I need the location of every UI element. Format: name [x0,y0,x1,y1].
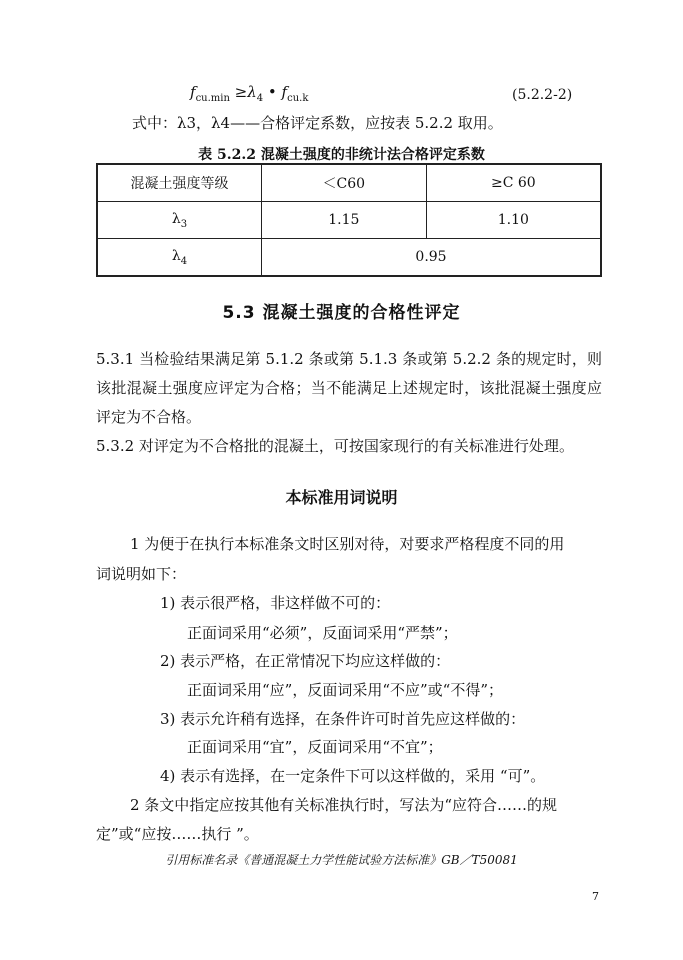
sub-item-2: 2) 表示严格，在正常情况下均应这样做的： [160,652,451,670]
item-1-line-1: 1 为便于在执行本标准条文时区别对待，对要求严格程度不同的用 [130,535,565,553]
formula-lambda4-subscript: 4 [256,93,264,104]
item-2-line-1: 2 条文中指定应按其他有关标准执行时，写法为“应符合……的规 [130,796,557,814]
formula-f-min-subscript: cu.min [195,93,230,104]
sub-item-1: 1) 表示很严格，非这样做不可的： [160,594,391,612]
equation-number: (5.2.2-2) [512,87,573,103]
coefficient-table [96,163,602,277]
clause-5-3-2: 5.3.2 对评定为不合格批的混凝土，可按国家现行的有关标准进行处理。 [96,437,574,455]
page-number: 7 [592,890,599,903]
sub-item-4: 4) 表示有选择，在一定条件下可以这样做的，采用 “可”。 [160,767,546,785]
table-header-c60-above: ≥C 60 [426,164,601,202]
table-header-row [97,164,601,202]
referenced-standards-line: 引用标准名录《普通混凝土力学性能试验方法标准》GB／T50081 [165,853,518,867]
table-header-grade: 混凝土强度等级 [97,164,262,202]
formula-dot: • [263,83,282,101]
lambda4-label: $\lambda_4$ [97,239,262,277]
formula-explanation: 式中：λ3，λ4——合格评定系数，应按表 5.2.2 取用。 [132,114,503,132]
lambda3-value-below-c60: 1.15 [262,202,427,239]
table-caption: 表 5.2.2 混凝土强度的非统计法合格评定系数 [198,147,485,163]
lambda3-label: $\lambda_3$ [97,202,262,239]
clause-5-3-1: 5.3.1 当检验结果满足第 5.1.2 条或第 5.1.3 条或第 5.2.2 条的规定时，则该批混凝土强度应评定为合格；当不能满足上述规定时，该批混凝土强度应评定为不合格。 [96,350,602,426]
table-header-below-c60: ＜C60 [262,164,427,202]
table-row-lambda3 [97,202,601,239]
table-row-lambda4 [97,239,601,277]
formula-ge-sign: ≥ [229,83,248,101]
sub-item-2-words: 正面词采用“应”，反面词采用“不应”或“不得”； [187,681,504,699]
formula-f-k-subscript: cu.k [287,93,309,104]
lambda3-value-c60-above: 1.10 [426,202,601,239]
item-1-line-2: 词说明如下： [96,565,187,583]
lambda4-value: 0.95 [262,239,602,277]
formula-f-k: f [281,83,288,101]
wording-heading: 本标准用词说明 [285,488,398,507]
formula-f-min: f [190,83,196,101]
sub-item-3: 3) 表示允许稍有选择，在条件许可时首先应这样做的： [160,710,526,728]
section-heading: 5.3 混凝土强度的合格性评定 [222,303,461,323]
item-2-line-2: 定”或“应按……执行 ”。 [96,825,259,843]
sub-item-1-words: 正面词采用“必须”，反面词采用“严禁”； [187,624,458,642]
formula [190,83,308,104]
formula-lambda4: λ [247,83,257,101]
sub-item-3-words: 正面词采用“宜”，反面词采用“不宜”； [187,738,443,756]
